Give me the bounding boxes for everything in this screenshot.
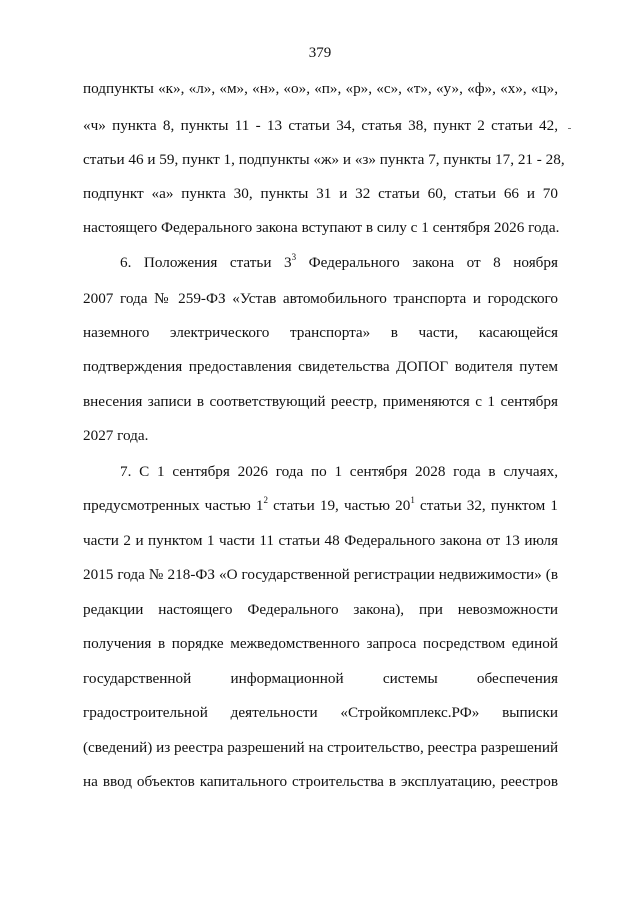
- scan-speck: [568, 128, 571, 129]
- text-line: «ч» пункта 8, пункты 11 - 13 статьи 34, статья 38, пункт 2 статьи 42,: [83, 117, 558, 134]
- text-line: настоящего Федерального закона вступают в силу с 1 сентября 2026 года.: [83, 219, 560, 236]
- text-line: градостроительной деятельности «Стройкомплекс.РФ» выписки: [83, 704, 558, 721]
- text-line: государственной информационной системы обеспечения: [83, 670, 558, 687]
- text-line: подтверждения предоставления свидетельства ДОПОГ водителя путем: [83, 358, 558, 375]
- text-line: 2015 года № 218-ФЗ «О государственной регистрации недвижимости» (в: [83, 566, 558, 583]
- text-line: подпункты «к», «л», «м», «н», «о», «п», «р», «с», «т», «у», «ф», «х», «ц»,: [83, 80, 558, 97]
- text-line: части 2 и пунктом 1 части 11 статьи 48 Федерального закона от 13 июля: [83, 532, 558, 549]
- text-fragment: статьи 19, частью 20: [267, 497, 411, 514]
- superscript: 3: [291, 251, 297, 262]
- superscript: 1: [410, 494, 415, 505]
- text-fragment: статьи 32, пунктом 1: [414, 497, 558, 514]
- text-line: получения в порядке межведомственного запроса посредством единой: [83, 635, 558, 652]
- text-fragment: предусмотренных частью 1: [83, 497, 264, 514]
- text-line-with-superscripts: [83, 496, 558, 516]
- text-line: статьи 46 и 59, пункт 1, подпункты «ж» и «з» пункта 7, пункты 17, 21 - 28,: [83, 151, 565, 168]
- text-line: 2027 года.: [83, 427, 149, 444]
- paragraph-7-first-line: 7. С 1 сентября 2026 года по 1 сентября 2028 года в случаях,: [120, 463, 558, 480]
- text-line: 2007 года № 259-ФЗ «Устав автомобильного транспорта и городского: [83, 290, 558, 307]
- text-line: на ввод объектов капитального строительства в эксплуатацию, реестров: [83, 773, 558, 790]
- text-fragment: 6. Положения статьи 3: [120, 254, 292, 271]
- text-fragment: Федерального закона от 8 ноября: [296, 254, 558, 271]
- text-line: наземного электрического транспорта» в части, касающейся: [83, 324, 558, 341]
- page-number: 379: [308, 45, 332, 61]
- text-line: (сведений) из реестра разрешений на строительство, реестра разрешений: [83, 739, 559, 756]
- text-line: редакции настоящего Федерального закона), при невозможности: [83, 601, 558, 618]
- paragraph-6-first-line: [120, 253, 558, 273]
- text-line: подпункт «а» пункта 30, пункты 31 и 32 статьи 60, статьи 66 и 70: [83, 185, 558, 202]
- text-line: внесения записи в соответствующий реестр, применяются с 1 сентября: [83, 393, 558, 410]
- superscript: 2: [263, 494, 268, 505]
